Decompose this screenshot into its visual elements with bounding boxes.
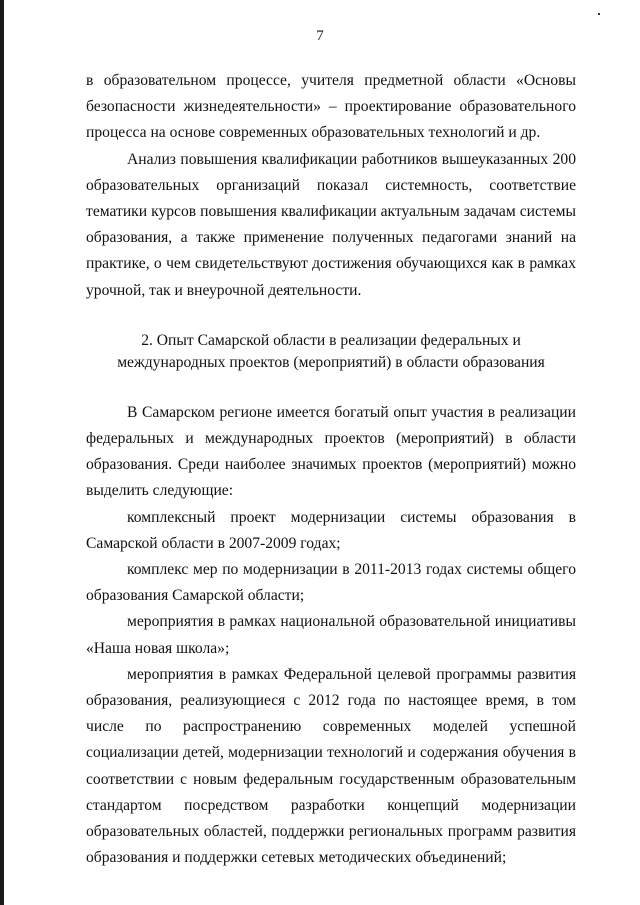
paragraph-analysis: Анализ повышения квалификации работников вышеуказанных 200 образовательных организаций показал системность, соответствие тематики курсов повышения квалификации актуальным задачам системы образования, а также применение полученных педагогами знаний на практике, о чем свидетельствуют достижения обучающихся как в рамках урочной, так и внеурочной деятельности. (86, 150, 576, 299)
scan-speck (598, 13, 600, 15)
section-heading-line-2: международных проектов (мероприятий) в области образования (117, 353, 545, 371)
section-heading-line-1: 2. Опыт Самарской области в реализации федеральных и (141, 331, 521, 349)
section-heading (86, 330, 576, 374)
paragraph-continuation: в образовательном процессе, учителя предметной области «Основы безопасности жизнедеятельности» – проектирование образовательного процесса на основе современных образовательных технологий и др. (86, 72, 576, 142)
list-item-comprehensive-project: комплексный проект модернизации системы образования в Самарской области в 2007-2009 годах; (86, 508, 576, 552)
scan-left-edge (0, 0, 4, 905)
paragraph-intro: В Самарском регионе имеется богатый опыт участия в реализации федеральных и международных проектов (мероприятий) в области образования. Среди наиболее значимых проектов (мероприятий) можно выделить следующие: (86, 403, 576, 500)
page-number: 7 (316, 28, 324, 44)
document-body (86, 68, 576, 871)
list-item-new-school-initiative: мероприятия в рамках национальной образовательной инициативы «Наша новая школа»; (86, 613, 576, 657)
list-item-modernization-measures: комплекс мер по модернизации в 2011-2013 годах системы общего образования Самарской области; (86, 561, 576, 605)
list-item-federal-program: мероприятия в рамках Федеральной целевой программы развития образования, реализующиеся с 2012 года по настоящее время, в том числе по распространению современных моделей успешной социализации детей, модернизации технологий и содержания обучения в соответствии с новым федеральным государственным образовательным стандартом посредством разработки концепций модернизации образовательных областей, поддержки региональных программ развития образования и поддержки сетевых методических объединений; (86, 665, 576, 867)
